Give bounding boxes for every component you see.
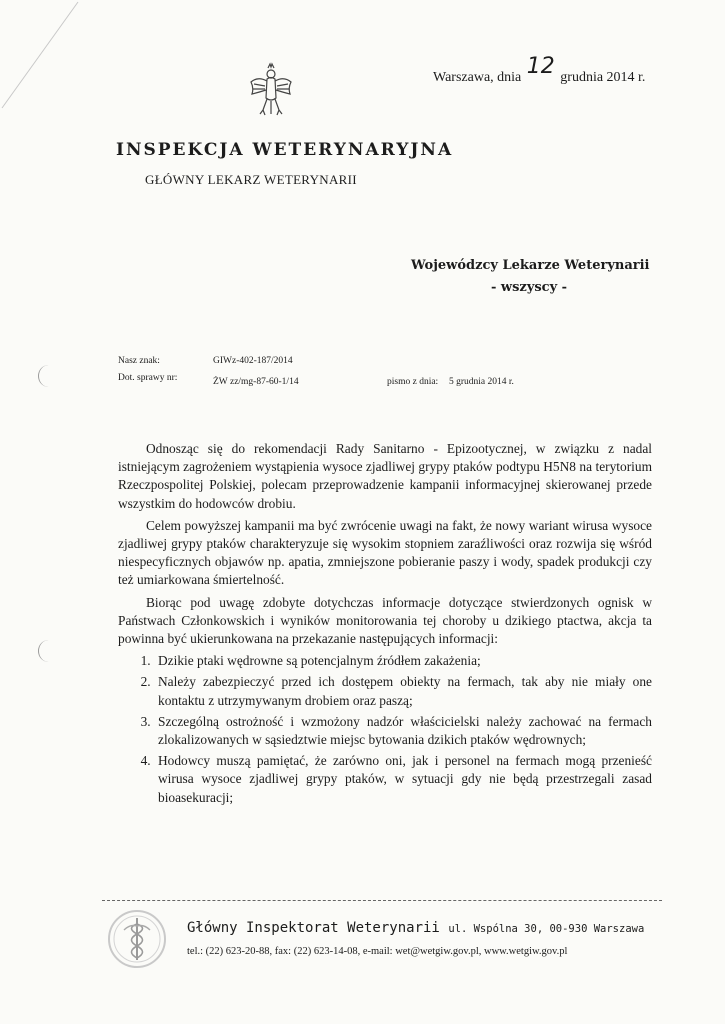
polish-eagle-icon <box>248 62 294 122</box>
institution-subtitle: GŁÓWNY LEKARZ WETERYNARII <box>145 172 357 187</box>
caduceus-logo-icon <box>106 908 168 970</box>
letter-date-label: pismo z dnia: <box>387 377 439 387</box>
letter-date <box>433 54 646 87</box>
date-day-handwritten: 12 <box>526 54 555 79</box>
recommendations-list <box>118 652 652 807</box>
list-item: 2. Należy zabezpieczyć przed ich dostępem obiekty na fermach, tak aby nie miały one kontaktu z utrzymywanym drobiem oraz paszą; <box>154 673 652 709</box>
list-item: 1. Dzikie ptaki wędrowne są potencjalnym źródłem zakażenia; <box>154 652 652 670</box>
addressee-line: Wojewódzcy Lekarze Weterynarii <box>411 258 650 273</box>
footer-contact: tel.: (22) 623-20-88, fax: (22) 623-14-08, e-mail: wet@wetgiw.gov.pl, www.wetgiw.gov.pl <box>187 946 568 957</box>
paragraph: Celem powyższej kampanii ma być zwrócenie uwagi na fakt, że nowy wariant wirusa wysoce zjadliwej grypy ptaków charakteryzuje się wysokim stopniem zaraźliwości oraz rozwija się wśród niespecyficznych objawów np. apatia, zmniejszone pobieranie paszy i wody, spadek produkcji czy też umiarkowana śmiertelność. <box>118 517 652 588</box>
paragraph: Biorąc pod uwagę zdobyte dotychczas informacje dotyczące stwierdzonych ognisk w Państwach Członkowskich i wyników monitorowania tej choroby u dzikiego ptactwa, akcja ta powinna być ukierunkowana na przekazanie następujących informacji: <box>118 594 652 647</box>
punch-hole <box>38 640 59 662</box>
institution-name: INSPEKCJA WETERYNARYJNA <box>116 140 454 160</box>
footer-institution <box>187 920 644 936</box>
list-item: 4. Hodowcy muszą pamiętać, że zarówno oni, jak i personel na fermach mogą przenieść wirusa wysoce zjadliwej grypy ptaków, w sytuacji gdy nie będą przestrzegali zasad bioasekuracji; <box>154 752 652 807</box>
our-ref-label: Nasz znak: <box>118 356 160 366</box>
footer-address: ul. Wspólna 30, 00-930 Warszawa <box>448 923 645 935</box>
paragraph: Odnosząc się do rekomendacji Rady Sanitarno - Epizootycznej, w związku z nadal istniejącym zagrożeniem wystąpienia wysoce zjadliwej grypy ptaków podtypu H5N8 na terytorium Rzeczpospolitej Polskiej, polecam przeprowadzenie kampanii informacyjnej skierowanej przede wszystkim do hodowców drobiu. <box>118 441 652 511</box>
date-prefix: Warszawa, dnia <box>433 70 522 85</box>
list-item: 3. Szczególną ostrożność i wzmożony nadzór właścicielski należy zachować na fermach zlokalizowanych w sąsiedztwie miejsc bytowania dzikich ptaków wędrownych; <box>154 713 652 749</box>
footer-divider <box>102 900 662 901</box>
letter-body <box>118 440 652 810</box>
letter-date-value: 5 grudnia 2014 r. <box>449 377 514 387</box>
case-ref-value: ŻW zz/mg-87-60-1/14 <box>213 377 299 387</box>
punch-hole <box>38 365 59 387</box>
date-suffix: grudnia 2014 r. <box>560 70 646 85</box>
addressee-subline: - wszyscy - <box>491 280 568 295</box>
footer-institution-name: Główny Inspektorat Weterynarii <box>187 920 440 936</box>
case-ref-label: Dot. sprawy nr: <box>118 373 178 383</box>
our-ref-value: GIWz-402-187/2014 <box>213 356 293 366</box>
page-fold-mark <box>0 0 80 110</box>
